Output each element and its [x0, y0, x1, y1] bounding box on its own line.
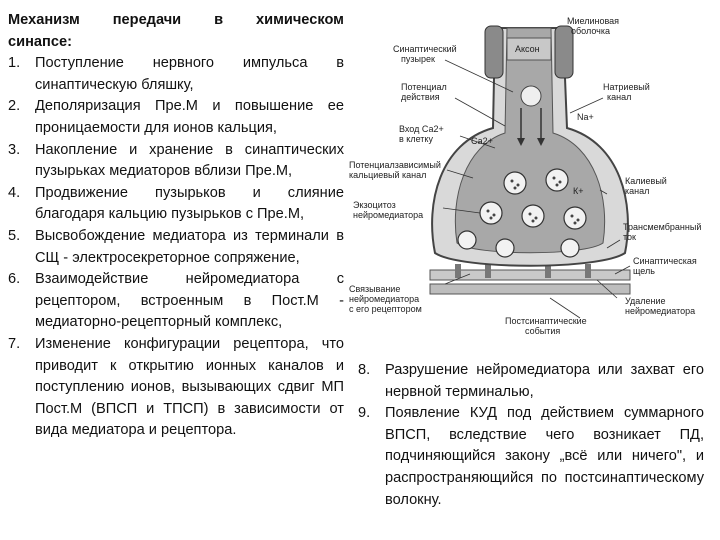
steps-list-right	[358, 360, 704, 511]
myelin-sheath-left	[485, 26, 503, 78]
right-text-column	[358, 360, 704, 511]
label-myelin-2: оболочка	[571, 26, 610, 36]
label-removal-2: нейромедиатора	[625, 306, 696, 316]
list-item: 2. Деполяризация Пре.М и повышение ее проницаемости для ионов кальция,	[8, 98, 344, 136]
label-action-potential: Потенциал	[401, 82, 447, 92]
list-item: 1. Поступление нервного импульса в синаптическую бляшку,	[8, 55, 344, 93]
vesicle	[522, 205, 544, 227]
list-item: 5. Высвобождение медиатора из терминали в СЩ - электросекреторное сопряжение,	[8, 227, 344, 266]
vesicle	[564, 207, 586, 229]
vesicle	[480, 202, 502, 224]
left-text-column	[8, 10, 344, 442]
label-ca-entry-2: в клетку	[399, 134, 433, 144]
label-vesicle-2: пузырек	[401, 54, 435, 64]
label-axon: Аксон	[515, 44, 540, 54]
list-item: 3. Накопление и хранение в синаптических пузырьках медиаторов вблизи Пре.М,	[8, 141, 344, 180]
label-exocytosis: Экзоцитоз	[353, 200, 396, 210]
label-binding-3: с его рецептором	[349, 304, 422, 314]
label-action-potential-2: действия	[401, 92, 440, 102]
heading-word: передачи	[112, 12, 182, 28]
heading-word: Механизм	[8, 12, 80, 28]
label-ca-ion: Са2+	[471, 136, 493, 146]
label-ca-entry: Вход Са2+	[399, 124, 444, 134]
label-k-channel: Калиевый	[625, 176, 667, 186]
label-ca-channel-2: кальциевый канал	[349, 170, 427, 180]
steps-list-left	[8, 53, 344, 442]
label-post-events: Постсинаптические	[505, 316, 587, 326]
postsynaptic-membrane-inner	[430, 284, 630, 294]
vesicle	[458, 231, 476, 249]
label-myelin: Миелиновая	[567, 16, 620, 26]
synapse-diagram	[345, 8, 715, 348]
receptor	[585, 264, 591, 278]
list-item: 7. Изменение конфигурации рецептора, что приводит к открытию ионных каналов и поступлению ионов, вызывающих сдвиг МП Пост.М (ВПСП и ТПСП) в зависимости от вида медиатора и рецептора.	[8, 335, 344, 439]
label-na-ion: Na+	[577, 112, 594, 122]
label-binding-2: нейромедиатора	[349, 294, 420, 304]
label-na-channel-2: канал	[607, 92, 632, 102]
label-k-ion: К+	[573, 186, 584, 196]
label-k-channel-2: канал	[625, 186, 650, 196]
receptor	[455, 264, 461, 278]
vesicle	[496, 239, 514, 257]
label-na-channel: Натриевый	[603, 82, 650, 92]
list-item: 9. Появление КУД под действием суммарного ВПСП, вследствие чего возникает ПД, подчиняющийся закону „всё или ничего", и распространяющийся по постсинаптическому волокну.	[358, 405, 704, 508]
list-item: 8. Разрушение нейромедиатора или захват его нервной терминалью,	[358, 362, 704, 400]
label-cleft: Синаптическая	[633, 256, 697, 266]
label-removal: Удаление	[625, 296, 666, 306]
label-transmembrane: Трансмембранный	[623, 222, 702, 232]
vesicle	[546, 169, 568, 191]
label-cleft-2: щель	[633, 266, 655, 276]
label-transmembrane-2: ток	[623, 232, 636, 242]
heading-word: в	[214, 12, 224, 28]
list-item: 4. Продвижение пузырьков и слияние благодаря кальцию пузырьков с Пре.М,	[8, 184, 344, 223]
vesicle	[504, 172, 526, 194]
label-binding: Связывание	[349, 284, 401, 294]
label-exocytosis-2: нейромедиатора	[353, 210, 424, 220]
heading-continuation: синапсе:	[8, 33, 72, 50]
label-vesicle: Синаптический	[393, 44, 457, 54]
vesicle	[521, 86, 541, 106]
heading-line	[8, 10, 344, 32]
label-ca-channel: Потенциалзависимый	[349, 160, 441, 170]
receptor	[485, 264, 491, 278]
vesicle	[561, 239, 579, 257]
label-post-events-2: события	[525, 326, 561, 336]
list-item: 6. Взаимодействие нейромедиатора с рецептором, встроенным в Пост.М - медиаторно-рецепторный комплекс,	[8, 271, 344, 331]
heading-word: химическом	[255, 12, 344, 28]
